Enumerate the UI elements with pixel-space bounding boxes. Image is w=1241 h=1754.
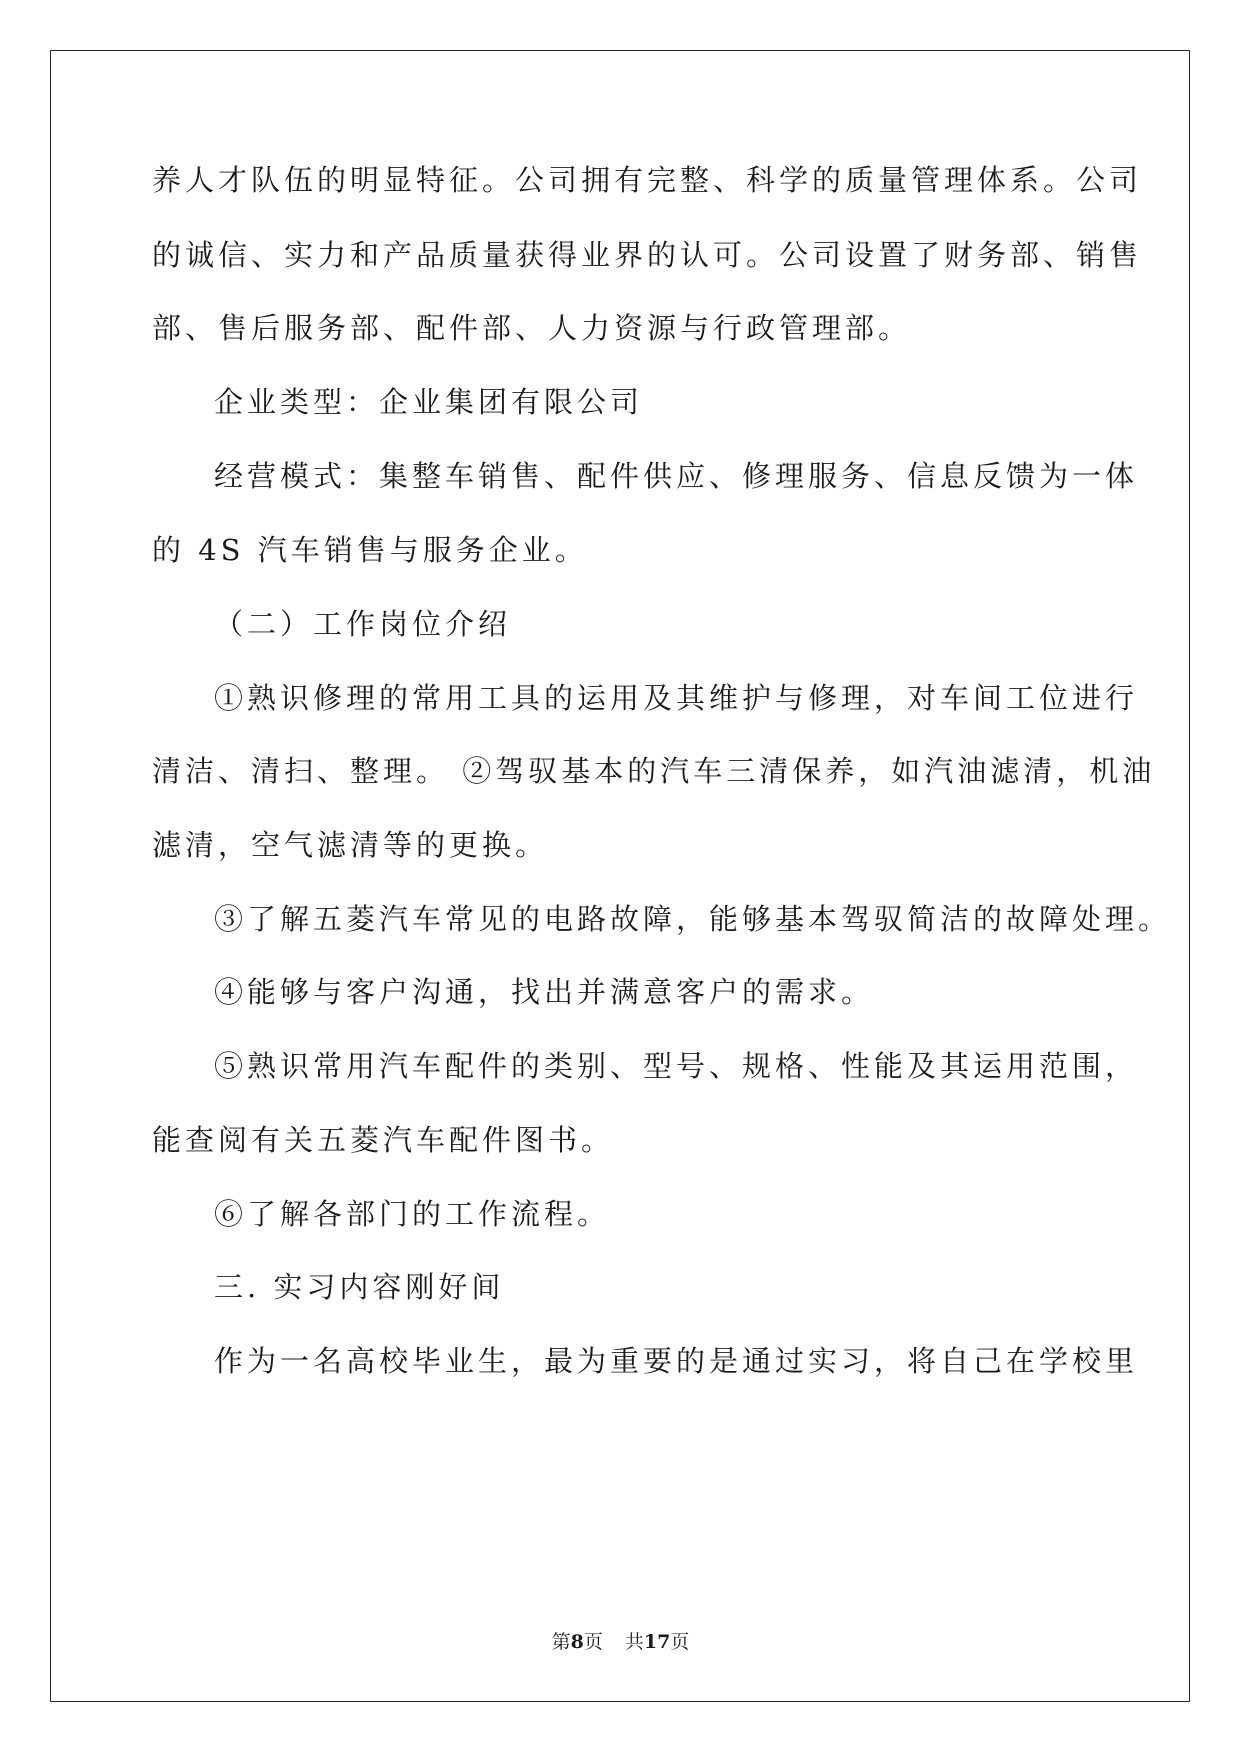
text-line: ⑤熟识常用汽车配件的类别、型号、规格、性能及其运用范围， (214, 1049, 1139, 1083)
text-line: 养人才队伍的明显特征。公司拥有完整、科学的质量管理体系。公司 (152, 163, 1143, 197)
section-heading: （二）工作岗位介绍 (214, 607, 512, 641)
text-line: 部、售后服务部、配件部、人力资源与行政管理部。 (152, 311, 912, 345)
footer-page-number: 8 (570, 1631, 584, 1653)
footer-total-suffix: 页 (670, 1631, 690, 1653)
text-line: 的诚信、实力和产品质量获得业界的认可。公司设置了财务部、销售 (152, 238, 1143, 272)
footer-total-pages: 17 (643, 1631, 671, 1653)
text-line: 能查阅有关五菱汽车配件图书。 (152, 1123, 615, 1157)
text-line: ③了解五菱汽车常见的电路故障，能够基本驾驭简洁的故障处理。 (214, 902, 1172, 936)
text-line: 的 4S 汽车销售与服务企业。 (152, 533, 588, 567)
text-line: 清洁、清扫、整理。 ②驾驭基本的汽车三清保养，如汽油滤清，机油 (152, 754, 1156, 788)
footer-total-prefix: 共 (624, 1631, 644, 1653)
text-line: 经营模式：集整车销售、配件供应、修理服务、信息反馈为一体 (214, 459, 1139, 493)
footer-prefix: 第 (551, 1631, 571, 1653)
text-line: 企业类型：企业集团有限公司 (214, 385, 644, 419)
page-border (50, 50, 1190, 1702)
page-footer (0, 1627, 1241, 1654)
text-line: ④能够与客户沟通，找出并满意客户的需求。 (214, 975, 875, 1009)
text-line: 滤清，空气滤清等的更换。 (152, 828, 549, 862)
text-line: ①熟识修理的常用工具的运用及其维护与修理，对车间工位进行 (214, 681, 1139, 715)
section-heading: 三. 实习内容刚好间 (214, 1270, 505, 1304)
text-line: 作为一名高校毕业生，最为重要的是通过实习，将自己在学校里 (214, 1344, 1139, 1378)
text-line: ⑥了解各部门的工作流程。 (214, 1197, 611, 1231)
footer-page-suffix: 页 (583, 1631, 603, 1653)
